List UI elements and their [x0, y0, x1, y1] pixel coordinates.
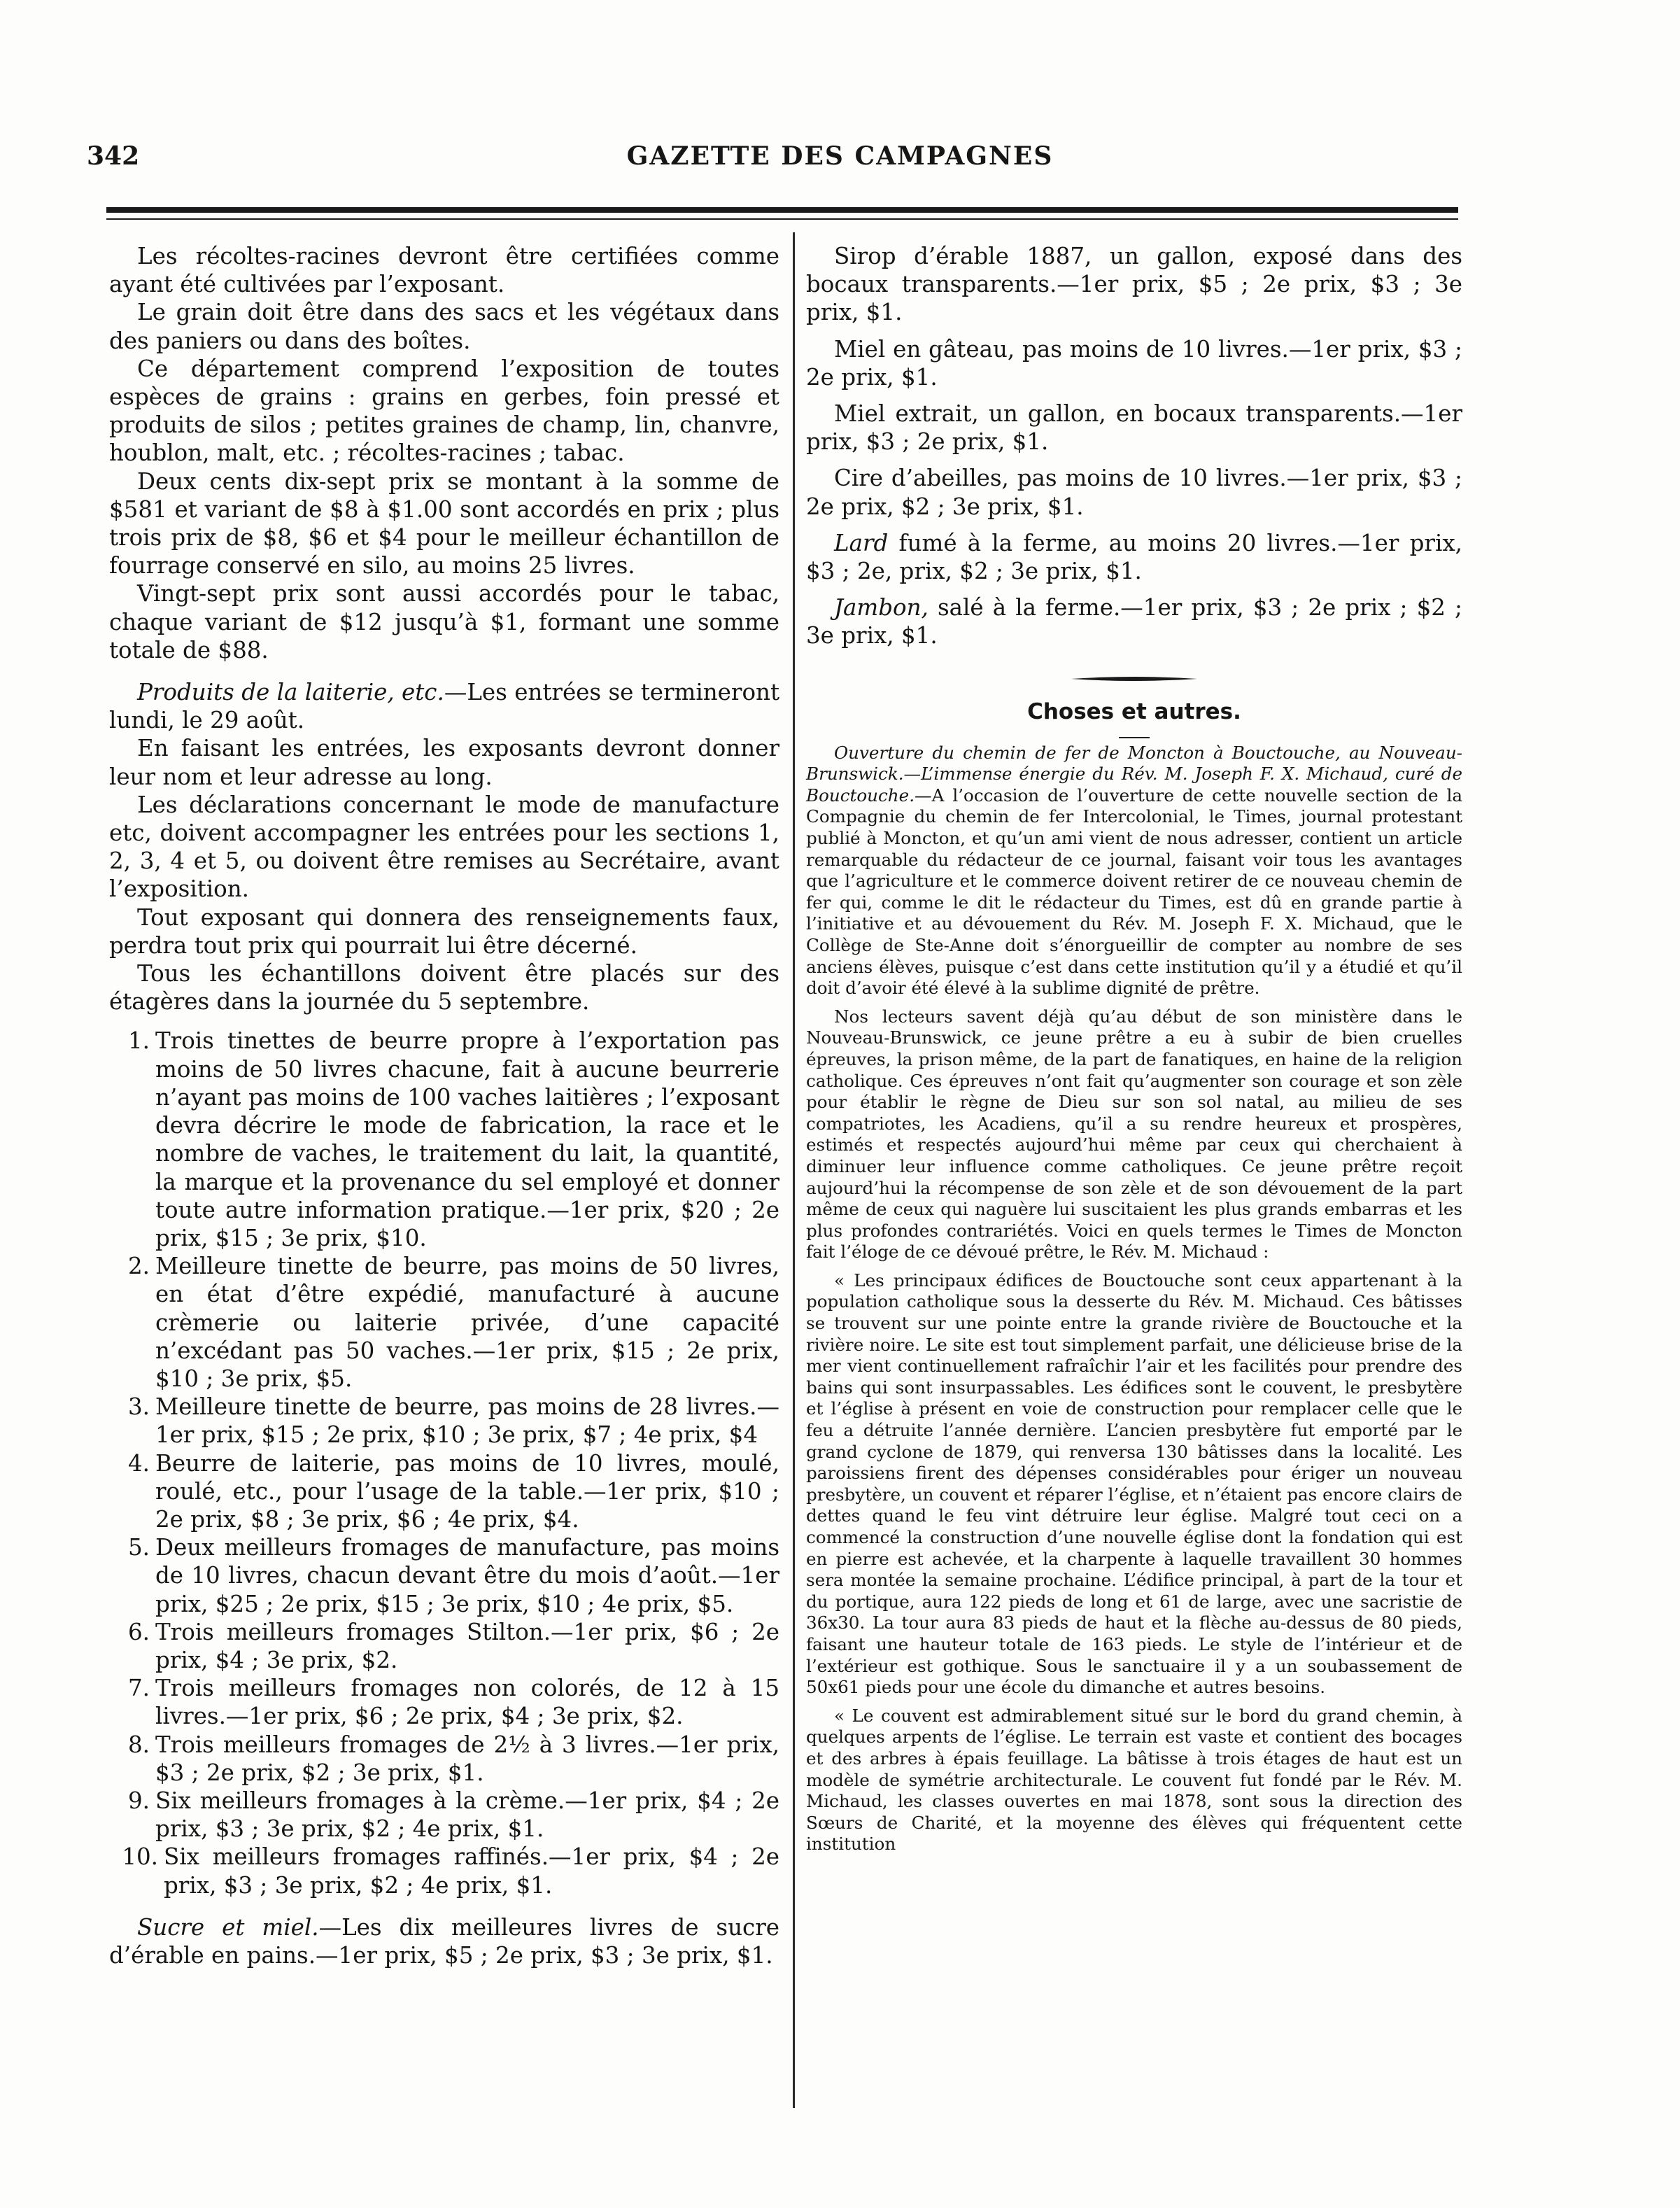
- paragraph-sugar-heading: [109, 1913, 779, 1969]
- item-number: 7.: [127, 1675, 150, 1702]
- paragraph: [806, 593, 1462, 649]
- item-text: Deux meilleurs fromages de manufacture, pas moins de 10 livres, chacun devant être du mois d’août.—1er prix, $25 ; 2e prix, $15 ; 3e prix, $10 ; 4e prix, $5.: [155, 1534, 779, 1617]
- paragraph-text: salé à la ferme.—1er prix, $3 ; 2e prix ; $2 ; 3e prix, $1.: [806, 594, 1462, 649]
- header-rule-thin: [106, 218, 1458, 220]
- paragraph-text: fumé à la ferme, au moins 20 livres.—1er prix, $3 ; 2e, prix, $2 ; 3e prix, $1.: [806, 529, 1462, 585]
- item-text: Meilleure tinette de beurre, pas moins de 50 livres, en état d’être expédié, manufacturé à aucune crèmerie ou laiterie privée, d’une capacité n’excédant pas 50 vaches.—1er prix, $15 ; 2e prix, $10 ; 3e prix, $5.: [155, 1253, 779, 1392]
- paragraph: En faisant les entrées, les exposants devront donner leur nom et leur adresse au long.: [109, 735, 779, 790]
- item-number: 1.: [127, 1027, 150, 1055]
- list-item: [109, 1731, 779, 1787]
- news-paragraph: [806, 743, 1462, 999]
- list-item: [109, 1449, 779, 1534]
- right-column: [806, 242, 1462, 1862]
- paragraph: Deux cents dix-sept prix se montant à la somme de $581 et variant de $8 à $1.00 sont accordés en prix ; plus trois prix de $8, $6 et $4 pour le meilleur échantillon de fourrage conservé en silo, au moins 25 livres.: [109, 467, 779, 579]
- paragraph: Les récoltes-racines devront être certifiées comme ayant été cultivées par l’exposant.: [109, 243, 779, 298]
- news-paragraph: « Le couvent est admirablement situé sur le bord du grand chemin, à quelques arpents de l’église. Le terrain est vaste et contient des bocages et des arbres à épais feuillage. La bâtisse à trois étages de haut est un modèle de symétrie architecturale. Le couvent fut fondé par le Rév. M. Michaud, les classes ouvertes en mai 1878, sont sous la direction des Sœurs de Charité, et la moyenne des élèves qui fréquentent cette institution: [806, 1705, 1462, 1855]
- item-number: 2.: [127, 1253, 150, 1280]
- item-number: 10.: [122, 1843, 158, 1871]
- run-in-heading: Produits de la laiterie, etc.: [137, 679, 444, 706]
- paragraph-text: —A l’occasion de l’ouverture de cette nouvelle section de la Compagnie du chemin de fer Intercolonial, le Times, journal protestant publié à Moncton, et qu’un ami vient de nous adresser, contient un article remarquable du rédacteur de ce journal, faisant voir tous les avantages que l’agriculture et le commerce doivent retirer de ce nouveau chemin de fer qui, comme le dit le rédacteur du Times, est dû en grande partie à l’initiative et au dévouement du Rév. M. Joseph F. X. Michaud, que le Collège de Ste-Anne doit s’énorgueillir de compter au nombre de ses anciens élèves, puisque c’est dans cette institution qu’il y a étudié et qu’il doit d’avoir été élevé à la sublime dignité de prêtre.: [806, 785, 1462, 999]
- list-item: [109, 1393, 779, 1449]
- section-rule: [1119, 737, 1150, 738]
- ornament-swell-icon: [1071, 675, 1197, 682]
- paragraph: Vingt-sept prix sont aussi accordés pour le tabac, chaque variant de $12 jusqu’à $1, formant une somme totale de $88.: [109, 580, 779, 663]
- list-item: [109, 1533, 779, 1618]
- header-rule-thick: [106, 207, 1458, 213]
- page-title: GAZETTE DES CAMPAGNES: [626, 141, 1054, 171]
- news-column: [806, 743, 1462, 1855]
- news-paragraph: « Les principaux édifices de Bouctouche sont ceux appartenant à la population catholique sous la desserte du Rév. M. Michaud. Ces bâtisses se trouvent sur une pointe entre la grande rivière de Bouctouche et la rivière noire. Le site est tout simplement parfait, une délicieuse brise de la mer vient continuellement rafraîchir l’air et les facilités pour prendre des bains qui sont insurpassables. Les édifices sont le couvent, le presbytère et l’église à présent en voie de construction pour remplacer celle que le feu a détruite l’année dernière. L’ancien presbytère fut emporté par le grand cyclone de 1879, qui renversa 130 bâtisses dans la localité. Les paroissiens firent des dépenses considérables pour ériger un nouveau presbytère, un couvent et réparer l’église, et n’étaient pas encore clairs de dettes quand le feu vint détruire leur église. Malgré tout ceci on a commencé la construction d’une nouvelle église dont la fondation qui est en pierre est achevée, et la charpente à laquelle travaillent 30 hommes sera montée la semaine prochaine. L’édifice principal, à part de la tour et du portique, aura 122 pieds de long et 61 de large, avec une sacristie de 36x30. La tour aura 83 pieds de haut et la flèche au-dessus de 80 pieds, faisant une hauteur totale de 163 pieds. Le style de l’intérieur et de l’extérieur est gothique. Sous le sanctuaire il y a un soubassement de 50x61 pieds pour une école du dimanche et autres besoins.: [806, 1270, 1462, 1698]
- paragraph: [806, 529, 1462, 585]
- item-number: 3.: [127, 1393, 150, 1421]
- item-number: 6.: [127, 1618, 150, 1645]
- paragraph-dairy-heading: [109, 678, 779, 734]
- list-item: [109, 1674, 779, 1730]
- item-text: Meilleure tinette de beurre, pas moins de 28 livres.—1er prix, $15 ; 2e prix, $10 ; 3e prix, $7 ; 4e prix, $4: [155, 1393, 779, 1449]
- list-item: [109, 1787, 779, 1843]
- paragraph-text: —Les entrées se termineront lundi, le 29 août.: [109, 679, 780, 734]
- run-in-heading: Lard: [834, 529, 889, 556]
- paragraph: Ce département comprend l’exposition de toutes espèces de grains : grains en gerbes, foin pressé et produits de silos ; petites graines de champ, lin, chanvre, houblon, malt, etc. ; récoltes-racines ; tabac.: [109, 355, 779, 467]
- paragraph: Les déclarations concernant le mode de manufacture etc, doivent accompagner les entrées pour les sections 1, 2, 3, 4 et 5, ou doivent être remises au Secrétaire, avant l’exposition.: [109, 791, 779, 903]
- run-in-heading: Jambon,: [834, 594, 929, 621]
- paragraph-text: —Les dix meilleures livres de sucre d’érable en pains.—1er prix, $5 ; 2e prix, $3 ; 3e prix, $1.: [109, 1913, 779, 1969]
- news-headline: Ouverture du chemin de fer de Moncton à Bouctouche, au Nouveau-Brunswick.—L’immense énergie du Rév. M. Joseph F. X. Michaud, curé de Bouctouche.: [806, 742, 1462, 806]
- paragraph: Miel extrait, un gallon, en bocaux transparents.—1er prix, $3 ; 2e prix, $1.: [806, 400, 1462, 456]
- item-text: Six meilleurs fromages raffinés.—1er prix, $4 ; 2e prix, $3 ; 3e prix, $2 ; 4e prix, $1.: [164, 1843, 779, 1899]
- list-item: [109, 1027, 779, 1252]
- item-text: Trois meilleurs fromages non colorés, de 12 à 15 livres.—1er prix, $6 ; 2e prix, $4 ; 3e prix, $2.: [155, 1675, 779, 1730]
- item-text: Trois tinettes de beurre propre à l’exportation pas moins de 50 livres chacune, fait à aucune beurrerie n’ayant pas moins de 100 vaches laitières ; l’exposant devra décrire le mode de fabrication, la race et le nombre de vaches, le traitement du lait, la quantité, la marque et la provenance du sel employé et donner toute autre information pratique.—1er prix, $20 ; 2e prix, $15 ; 3e prix, $10.: [155, 1027, 779, 1251]
- list-item: [109, 1618, 779, 1674]
- paragraph: Sirop d’érable 1887, un gallon, exposé dans des bocaux transparents.—1er prix, $5 ; 2e prix, $3 ; 3e prix, $1.: [806, 243, 1462, 326]
- item-text: Trois meilleurs fromages de 2½ à 3 livres.—1er prix, $3 ; 2e prix, $2 ; 3e prix, $1.: [155, 1731, 779, 1786]
- paragraph: Tout exposant qui donnera des renseignements faux, perdra tout prix qui pourrait lui être décerné.: [109, 903, 779, 959]
- page-number: 342: [87, 141, 140, 171]
- item-number: 5.: [127, 1534, 150, 1561]
- list-item: [109, 1252, 779, 1393]
- news-paragraph: Nos lecteurs savent déjà qu’au début de son ministère dans le Nouveau-Brunswick, ce jeune prêtre a eu à subir de bien cruelles épreuves, la prison même, de la part de fanatiques, en haine de la religion catholique. Ces épreuves n’ont fait qu’augmenter son courage et son zèle pour établir le règne de Dieu sur son sol natal, au milieu de ses compatriotes, les Acadiens, qu’il a su rendre heureux et prospères, estimés et respectés aujourd’hui même par ceux qui cherchaient à diminuer leur influence comme catholiques. Ce jeune prêtre reçoit aujourd’hui la récompense de son zèle et de son dévouement de la part même de ceux qui naguère lui suscitaient les plus grands embarras et les plus profondes contrariétés. Voici en quels termes le Times de Moncton fait l’éloge de ce dévoué prêtre, le Rév. M. Michaud :: [806, 1006, 1462, 1263]
- list-item: [109, 1843, 779, 1899]
- ornamental-rule: [806, 675, 1462, 682]
- column-divider: [793, 232, 795, 2108]
- paragraph: Le grain doit être dans des sacs et les végétaux dans des paniers ou dans des boîtes.: [109, 299, 779, 354]
- item-number: 8.: [127, 1731, 150, 1758]
- paragraph: Tous les échantillons doivent être placés sur des étagères dans la journée du 5 septembre.: [109, 960, 779, 1015]
- prize-continuation: [806, 242, 1462, 650]
- paragraph: Miel en gâteau, pas moins de 10 livres.—1er prix, $3 ; 2e prix, $1.: [806, 335, 1462, 391]
- left-column: [109, 242, 779, 1969]
- section-title: Choses et autres.: [1027, 698, 1241, 724]
- item-text: Trois meilleurs fromages Stilton.—1er prix, $6 ; 2e prix, $4 ; 3e prix, $2.: [155, 1618, 779, 1673]
- prize-list: [109, 1027, 779, 1899]
- paragraph: Cire d’abeilles, pas moins de 10 livres.—1er prix, $3 ; 2e prix, $2 ; 3e prix, $1.: [806, 465, 1462, 520]
- item-number: 4.: [127, 1449, 150, 1477]
- item-number: 9.: [127, 1787, 150, 1814]
- item-text: Beurre de laiterie, pas moins de 10 livres, moulé, roulé, etc., pour l’usage de la table.—1er prix, $10 ; 2e prix, $8 ; 3e prix, $6 ; 4e prix, $4.: [155, 1449, 779, 1533]
- item-text: Six meilleurs fromages à la crème.—1er prix, $4 ; 2e prix, $3 ; 3e prix, $2 ; 4e prix, $1.: [155, 1787, 779, 1843]
- run-in-heading: Sucre et miel.: [137, 1913, 319, 1941]
